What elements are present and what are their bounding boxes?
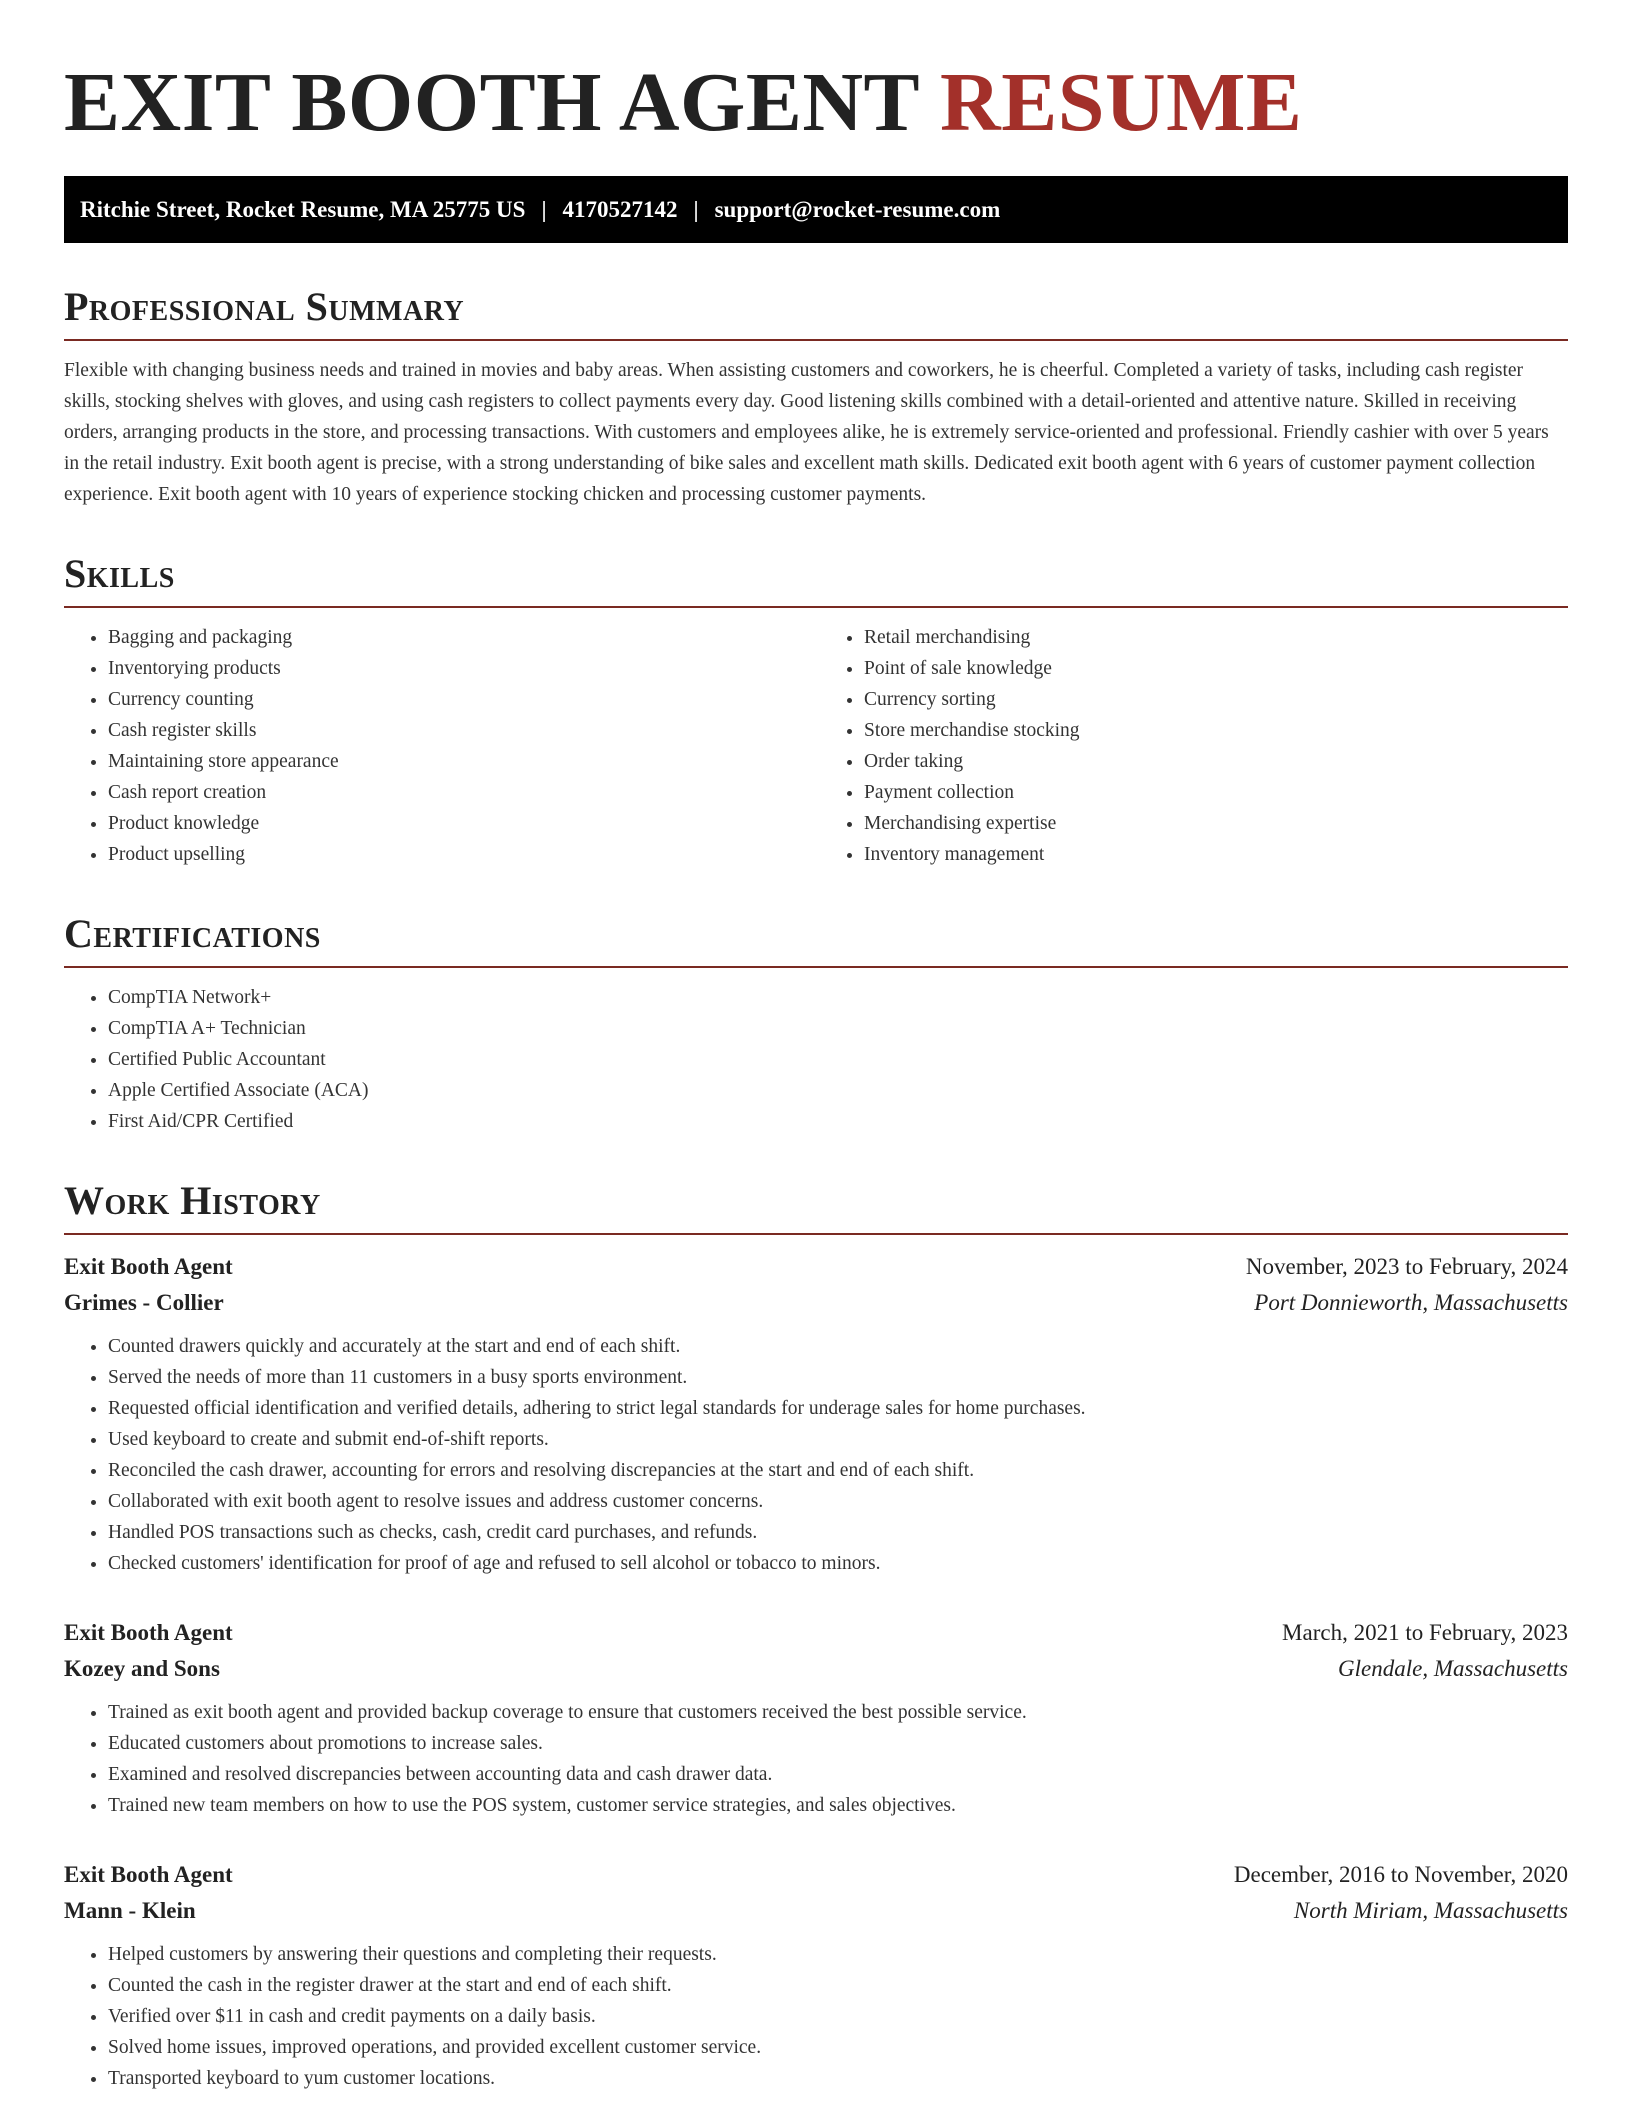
title-accent: RESUME (940, 56, 1303, 149)
job-duty-item: • Verified over $11 in cash and credit payments on a daily basis. (108, 2001, 1568, 2032)
job-duties-list (64, 1939, 1568, 2094)
job-header-row (64, 1857, 1568, 1893)
skill-item: • Cash report creation (108, 777, 816, 808)
title-main: EXIT BOOTH AGENT (64, 56, 919, 149)
job-duty-item: • Helped customers by answering their questions and completing their requests. (108, 1939, 1568, 1970)
job-subheader-row (64, 1893, 1568, 1929)
certifications-list (64, 982, 1568, 1137)
job-company: Kozey and Sons (64, 1656, 220, 1681)
certification-item: • CompTIA A+ Technician (108, 1013, 1568, 1044)
skill-item: • Bagging and packaging (108, 622, 816, 653)
section-heading-work-history: Work History (64, 1177, 1568, 1235)
contact-phone: 4170527142 (562, 196, 678, 222)
job-duty-item: • Counted drawers quickly and accurately at the start and end of each shift. (108, 1331, 1568, 1362)
job-title: Exit Booth Agent (64, 1254, 233, 1279)
job-duty-item: • Trained as exit booth agent and provided backup coverage to ensure that customers received the best possible service. (108, 1697, 1568, 1728)
job-title: Exit Booth Agent (64, 1620, 233, 1645)
contact-address: Ritchie Street, Rocket Resume, MA 25775 US (80, 196, 526, 222)
job-company: Grimes - Collier (64, 1290, 224, 1315)
resume-title (64, 0, 1568, 148)
contact-bar (64, 176, 1568, 243)
job-dates: March, 2021 to February, 2023 (1282, 1620, 1568, 1645)
certification-item: • CompTIA Network+ (108, 982, 1568, 1013)
skill-item: • Merchandising expertise (864, 808, 1568, 839)
skills-list-right (816, 622, 1568, 870)
section-certifications (64, 910, 1568, 1137)
certification-item: • First Aid/CPR Certified (108, 1106, 1568, 1137)
skills-grid (64, 622, 1568, 870)
job-duty-item: • Requested official identification and verified details, adhering to strict legal standards for underage sales for home purchases. (108, 1393, 1568, 1424)
job-duty-item: • Checked customers' identification for proof of age and refused to sell alcohol or tobacco to minors. (108, 1548, 1568, 1579)
job-duty-item: • Transported keyboard to yum customer locations. (108, 2063, 1568, 2094)
section-professional-summary (64, 283, 1568, 510)
skill-item: • Point of sale knowledge (864, 653, 1568, 684)
summary-text: Flexible with changing business needs and trained in movies and baby areas. When assisting customers and coworkers, he is cheerful. Completed a variety of tasks, including cash register skills, stocking shelves with gloves, and using cash registers to collect payments every day. Good listening skills combined with a detail-oriented and attentive nature. Skilled in receiving orders, arranging products in the store, and processing transactions. With customers and employees alike, he is extremely service-oriented and professional. Friendly cashier with over 5 years in the retail industry. Exit booth agent is precise, with a strong understanding of bike sales and excellent math skills. Dedicated exit booth agent with 6 years of customer payment collection experience. Exit booth agent with 10 years of experience stocking chicken and processing customer payments. (64, 360, 1549, 505)
job-duty-item: • Served the needs of more than 11 customers in a busy sports environment. (108, 1362, 1568, 1393)
job-duty-item: • Collaborated with exit booth agent to resolve issues and address customer concerns. (108, 1486, 1568, 1517)
skill-item: • Currency counting (108, 684, 816, 715)
skill-item: • Store merchandise stocking (864, 715, 1568, 746)
job-duties-list (64, 1697, 1568, 1821)
job-duty-item: • Educated customers about promotions to increase sales. (108, 1728, 1568, 1759)
job-entry (64, 1615, 1568, 1821)
section-skills (64, 550, 1568, 870)
certification-item: • Apple Certified Associate (ACA) (108, 1075, 1568, 1106)
job-duty-item: • Reconciled the cash drawer, accounting for errors and resolving discrepancies at the start and end of each shift. (108, 1455, 1568, 1486)
job-subheader-row (64, 1285, 1568, 1321)
contact-email: support@rocket-resume.com (714, 196, 1001, 222)
job-duty-item: • Solved home issues, improved operations, and provided excellent customer service. (108, 2032, 1568, 2063)
job-duty-item: • Trained new team members on how to use the POS system, customer service strategies, and sales objectives. (108, 1790, 1568, 1821)
contact-separator: | (693, 196, 699, 222)
job-dates: November, 2023 to February, 2024 (1245, 1254, 1568, 1279)
section-work-history (64, 1177, 1568, 2094)
section-heading-summary: Professional Summary (64, 283, 1568, 341)
skill-item: • Product upselling (108, 839, 816, 870)
job-duty-item: • Examined and resolved discrepancies between accounting data and cash drawer data. (108, 1759, 1568, 1790)
job-company: Mann - Klein (64, 1898, 196, 1923)
job-entry (64, 1249, 1568, 1579)
skill-item: • Inventory management (864, 839, 1568, 870)
job-location: Glendale, Massachusetts (1338, 1656, 1568, 1681)
skill-item: • Retail merchandising (864, 622, 1568, 653)
job-location: Port Donnieworth, Massachusetts (1254, 1290, 1568, 1315)
section-heading-certifications: Certifications (64, 910, 1568, 968)
skill-item: • Order taking (864, 746, 1568, 777)
job-title: Exit Booth Agent (64, 1862, 233, 1887)
skills-list-left (64, 622, 816, 870)
job-subheader-row (64, 1651, 1568, 1687)
certification-item: • Certified Public Accountant (108, 1044, 1568, 1075)
job-dates: December, 2016 to November, 2020 (1233, 1862, 1568, 1887)
skill-item: • Product knowledge (108, 808, 816, 839)
job-duty-item: • Handled POS transactions such as checks, cash, credit card purchases, and refunds. (108, 1517, 1568, 1548)
job-header-row (64, 1615, 1568, 1651)
job-header-row (64, 1249, 1568, 1285)
job-duty-item: • Counted the cash in the register drawer at the start and end of each shift. (108, 1970, 1568, 2001)
contact-separator: | (541, 196, 547, 222)
skill-item: • Payment collection (864, 777, 1568, 808)
skill-item: • Maintaining store appearance (108, 746, 816, 777)
job-location: North Miriam, Massachusetts (1293, 1898, 1568, 1923)
job-entry (64, 1857, 1568, 2094)
section-heading-skills: Skills (64, 550, 1568, 608)
job-duties-list (64, 1331, 1568, 1579)
skill-item: • Currency sorting (864, 684, 1568, 715)
skill-item: • Cash register skills (108, 715, 816, 746)
job-duty-item: • Used keyboard to create and submit end-of-shift reports. (108, 1424, 1568, 1455)
skill-item: • Inventorying products (108, 653, 816, 684)
